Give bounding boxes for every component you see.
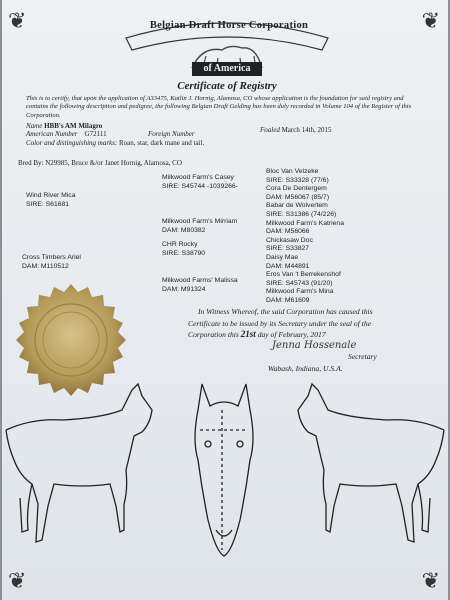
ped-line: SIRE: S33328 (77/6) (266, 176, 329, 184)
dam-number: DAM: M110512 (22, 262, 69, 270)
location-text: Wabash, Indiana, U.S.A. (268, 364, 343, 373)
corner-ornament-icon: ❦ (8, 8, 27, 33)
sire-entry (26, 192, 75, 209)
bred-by-field: Bred By: N29985, Bruce &/or Janet Hornig, Alamosa, CO (18, 159, 182, 167)
dam-name: Cross Timbers Ariel (22, 254, 81, 261)
horse-name: HBB's AM Milagro (44, 122, 103, 130)
ped-line: Cora De Dentergem (266, 185, 327, 193)
ped-line: SIRE: S45743 (91/20) (266, 279, 333, 287)
third-generation-column (266, 168, 344, 306)
corner-ornament-icon: ❦ (8, 568, 27, 593)
dam-entry (22, 254, 81, 271)
ped-line: Milkwood Farm's Katriena (266, 219, 344, 227)
horse-head-front-view (195, 384, 253, 556)
secretary-label: Secretary (348, 352, 377, 361)
horse-diagram (2, 380, 448, 600)
ped-line: Bloc Van Velzeke (266, 168, 319, 175)
foaled-field: Foaled March 14th, 2015 (260, 126, 332, 134)
ped-line: SIRE: S33827 (266, 245, 310, 253)
corner-ornament-icon: ❦ (421, 568, 440, 593)
ped-line: DAM: M56067 (85/7) (266, 193, 330, 201)
ped-line: DAM: M56066 (266, 228, 310, 236)
ped-line: Eros Van 't Berrekenshof (266, 271, 341, 279)
secretary-signature: Jenna Hossenale (272, 340, 357, 351)
sire-name: Wind River Mica (26, 192, 76, 199)
certification-paragraph: This is to certify, that upon the application of A33475, Katlin J. Hornig, Alamosa, CO whose application is the foundation for said registry and contains the following description and pedigree, the following Belgian Draft Gelding has been duly recorded in Volume 104 of the Register of this Corporation. (26, 95, 412, 119)
ped-line: Chickasaw Doc (266, 236, 313, 244)
horse-name-field: Name HBB's AM Milagro (26, 122, 103, 130)
foreign-number-field: Foreign Number (148, 130, 195, 138)
issue-day: 21st (240, 329, 256, 339)
sire-dam-entry: Milkwood Farm's Mirriam DAM: M80382 (162, 218, 238, 234)
sire-sire-entry: Milkwood Farm's Casey SIRE: S45744 -1039266- (162, 174, 238, 190)
dam-sire-entry: CHR Rocky SIRE: S38790 (162, 241, 206, 257)
certificate-sheet (2, 0, 448, 600)
breeder: N29985, Bruce &/or Janet Hornig, Alamosa, CO (45, 159, 182, 167)
certificate-title: Certificate of Registry (177, 80, 277, 92)
corner-ornament-icon: ❦ (421, 8, 440, 33)
ped-line: DAM: M61609 (266, 296, 310, 304)
of-america-banner: of America (192, 62, 262, 76)
ped-line: Daisy Mae (266, 253, 299, 261)
marks-field: Color and distinguishing marks: Roan, star, dark mane and tail. (26, 139, 205, 147)
witness-statement: In Witness Whereof, the said Corporation has caused this Certificate to be issued by its Secretary under the seal of the Corporation this 21st day of February, 2017 (188, 307, 373, 339)
ped-line: Milkwood Farm's Mina (266, 288, 334, 296)
american-number: G72111 (84, 130, 107, 138)
foaled-date: March 14th, 2015 (281, 126, 332, 134)
ped-line: SIRE: S31386 (74/226) (266, 210, 337, 218)
dam-dam-entry: Milkwood Farms' Malissa DAM: M91324 (162, 277, 238, 293)
american-number-field: American Number G72111 (26, 130, 107, 138)
horse-right-side-view (298, 384, 444, 542)
horse-left-side-view (6, 384, 152, 542)
ped-line: Babar de Wolvertem (266, 202, 328, 210)
organization-name: Belgian Draft Horse Corporation (149, 20, 309, 31)
sire-number: SIRE: S61681 (26, 200, 70, 208)
ped-line: DAM: M44891 (266, 262, 310, 270)
color-marks: Roan, star, dark mane and tail. (118, 139, 205, 147)
issue-month-year: February, 2017 (278, 330, 326, 339)
